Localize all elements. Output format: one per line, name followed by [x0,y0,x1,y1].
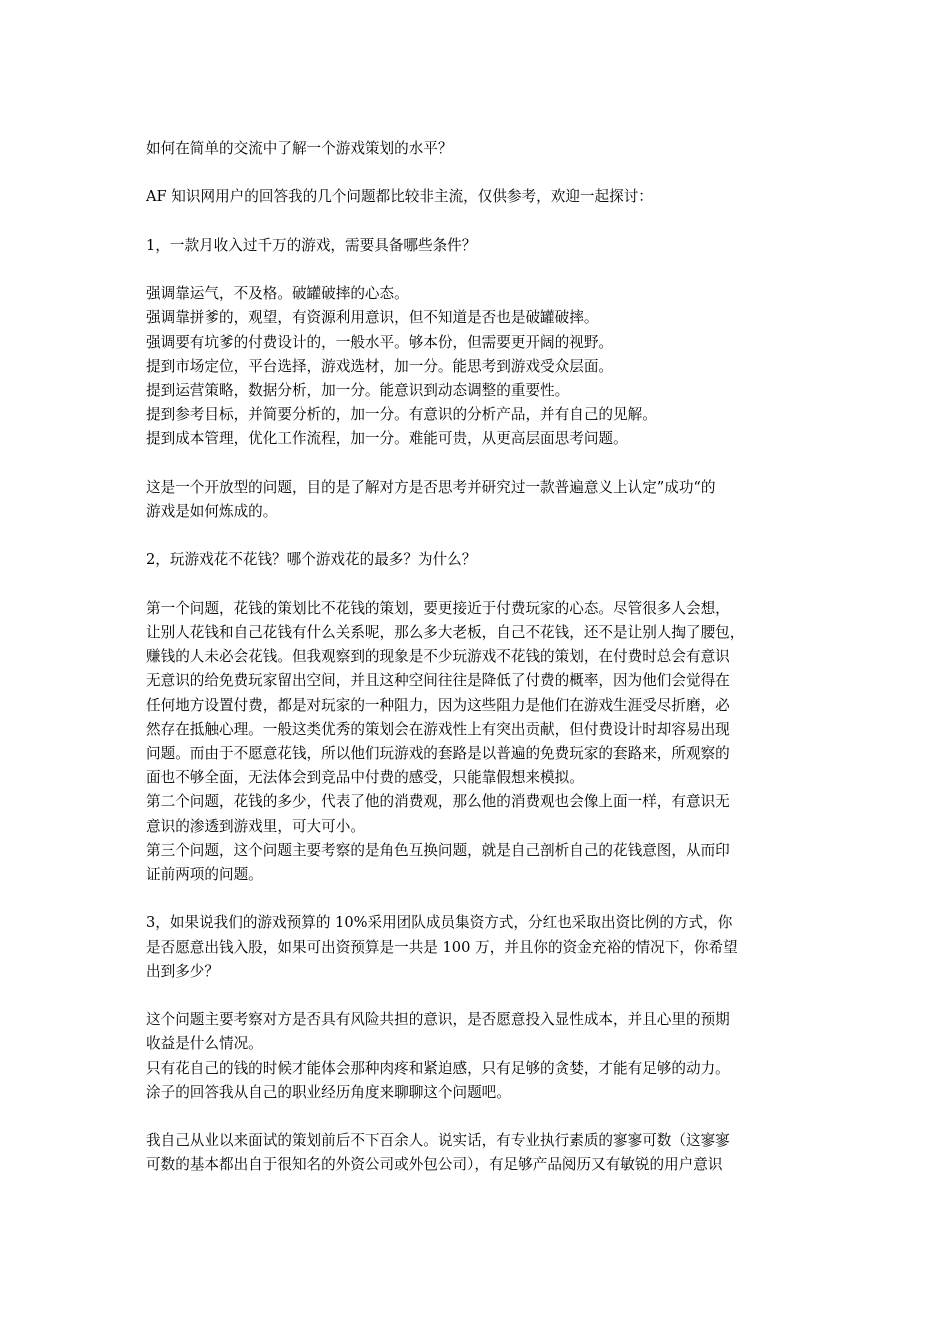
list-item: 提到参考目标，并简要分析的，加一分。有意识的分析产品，并有自己的见解。 [146,406,657,424]
text-line: 意识的渗透到游戏里，可大可小。 [146,817,365,835]
text-line: 让别人花钱和自己花钱有什么关系呢，那么多大老板，自己不花钱，还不是让别人掏了腰包， [146,623,745,641]
question-2-paragraph-3 [146,839,808,887]
text-line: 第三个问题，这个问题主要考察的是角色互换问题，就是自己剖析自己的花钱意图，从而印 [146,841,730,859]
question-3-paragraph-3 [146,1081,808,1105]
question-1: 1，一款月收入过千万的游戏，需要具备哪些条件？ [146,236,477,254]
list-item: 强调要有坑爹的付费设计的，一般水平。够本份，但需要更开阔的视野。 [146,333,614,351]
question-1-summary [146,476,808,524]
text-line: 无意识的给免费玩家留出空间，并且这种空间往往是降低了付费的概率，因为他们会觉得在 [146,672,730,690]
question-3-paragraph-2 [146,1057,808,1081]
question-3 [146,911,808,984]
text-line: 我自己从业以来面试的策划前后不下百余人。说实话，有专业执行素质的寥寥可数（这寥寥 [146,1132,730,1150]
text-line: 出到多少？ [146,962,219,980]
text-line: 这个问题主要考察对方是否具有风险共担的意识，是否愿意投入显性成本，并且心里的预期 [146,1011,730,1029]
text-line: 只有花自己的钱的时候才能体会那种肉疼和紧迫感，只有足够的贪婪，才能有足够的动力。 [146,1059,730,1077]
question-2: 2，玩游戏花不花钱？哪个游戏花的最多？为什么？ [146,551,477,569]
text-line: 任何地方设置付费，都是对玩家的一种阻力，因为这些阻力是他们在游戏生涯受尽折磨，必 [146,696,730,714]
paragraph-gap [146,887,808,911]
list-item: 强调靠拼爹的，观望，有资源利用意识，但不知道是否也是破罐破摔。 [146,309,599,327]
document-page [146,137,808,1178]
list-item: 提到成本管理，优化工作流程，加一分。难能可贵，从更高层面思考问题。 [146,430,628,448]
text-line: 涂子的回答我从自己的职业经历角度来聊聊这个问题吧。 [146,1083,511,1101]
list-item: 提到运营策略，数据分析，加一分。能意识到动态调整的重要性。 [146,381,570,399]
question-2-paragraph-2 [146,790,808,838]
question-1-answer-list [146,282,808,451]
text-line: 然存在抵触心理。一般这类优秀的策划会在游戏性上有突出贡献，但付费设计时却容易出现 [146,720,730,738]
question-2-paragraph-1 [146,597,808,791]
question-3-paragraph-1 [146,1008,808,1056]
text-line: 第二个问题，花钱的多少，代表了他的消费观，那么他的消费观也会像上面一样，有意识无 [146,793,730,811]
paragraph-gap [146,452,808,476]
text-line: 这是一个开放型的问题，目的是了解对方是否思考并研究过一款普遍意义上认定”成功“的 [146,478,716,496]
paragraph-gap [146,258,808,282]
paragraph-gap [146,524,808,548]
intro-paragraph: AF 知识网用户的回答我的几个问题都比较非主流，仅供参考，欢迎一起探讨： [146,188,653,206]
closing-paragraph [146,1129,808,1177]
text-line: 证前两项的问题。 [146,866,263,883]
paragraph-gap [146,210,808,234]
text-line: 是否愿意出钱入股，如果可出资预算是一共是 100 万，并且你的资金充裕的情况下，你希望 [146,938,738,956]
list-item: 提到市场定位，平台选择，游戏选材，加一分。能思考到游戏受众层面。 [146,357,614,375]
text-line: 3，如果说我们的游戏预算的 10%采用团队成员集资方式，分红也采取出资比例的方式，你 [146,914,733,932]
paragraph-gap [146,1105,808,1129]
text-line: 面也不够全面，无法体会到竞品中付费的感受，只能靠假想来模拟。 [146,769,584,787]
text-line: 收益是什么情况。 [146,1035,263,1053]
text-line: 赚钱的人未必会花钱。但我观察到的现象是不少玩游戏不花钱的策划，在付费时总会有意识 [146,648,730,666]
document-title: 如何在简单的交流中了解一个游戏策划的水平？ [146,140,453,157]
text-line: 可数的基本都出自于很知名的外资公司或外包公司），有足够产品阅历又有敏锐的用户意识 [146,1156,723,1174]
paragraph-gap [146,573,808,597]
paragraph-gap [146,984,808,1008]
paragraph-gap [146,161,808,185]
list-item: 强调靠运气，不及格。破罐破摔的心态。 [146,285,409,303]
text-line: 游戏是如何炼成的。 [146,502,278,520]
text-line: 第一个问题，花钱的策划比不花钱的策划，要更接近于付费玩家的心态。尽管很多人会想， [146,599,730,617]
text-line: 问题。而由于不愿意花钱，所以他们玩游戏的套路是以普遍的免费玩家的套路来，所观察的 [146,744,730,762]
